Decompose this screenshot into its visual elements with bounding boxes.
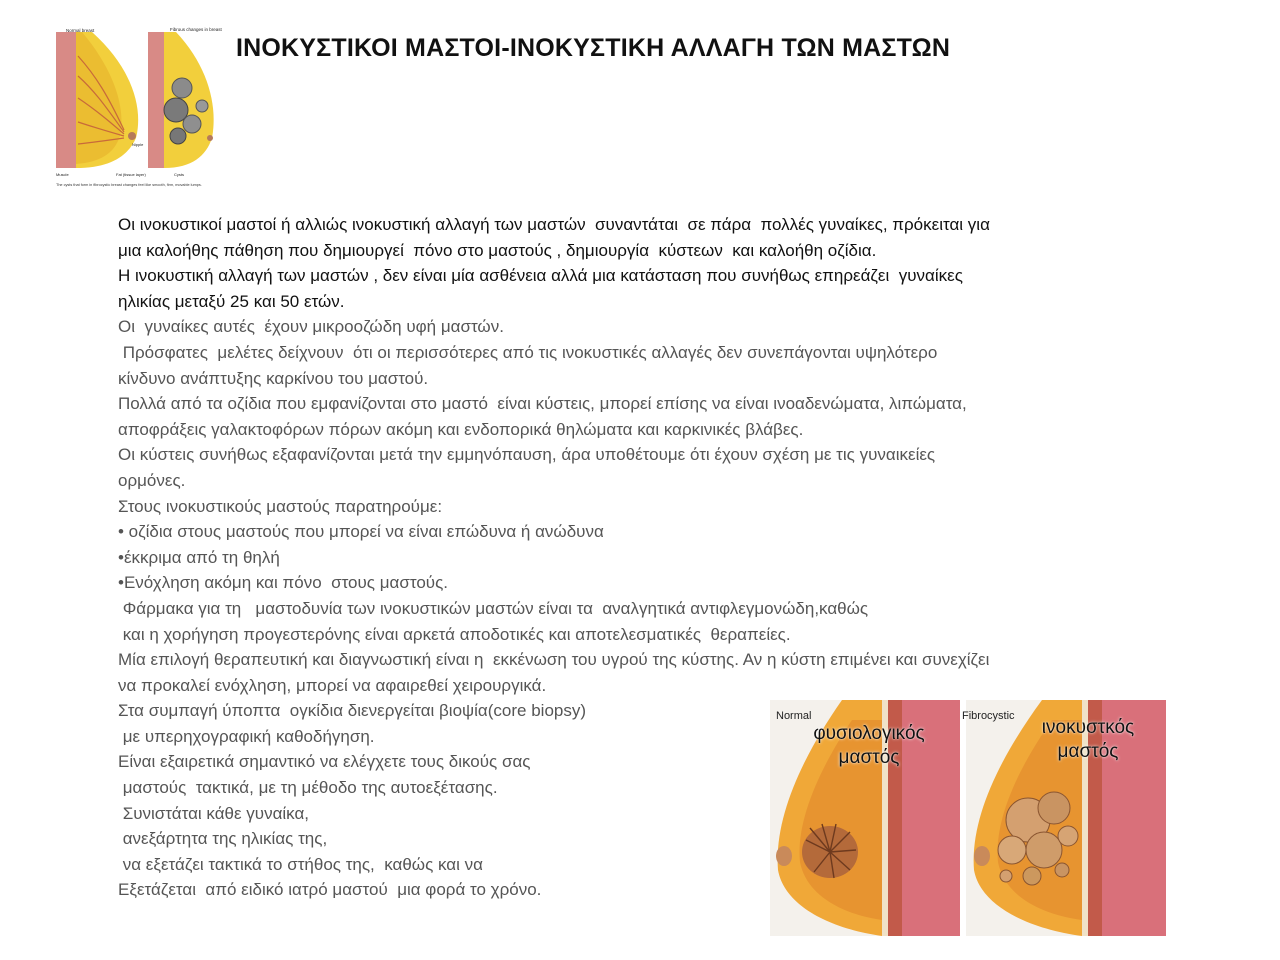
cysts-label: Cysts <box>174 172 184 177</box>
text-line: Η ινοκυστική αλλαγή των μαστών , δεν είναι μία ασθένεια αλλά μια κατάσταση που συνήθως επηρεάζει γυναίκες <box>118 266 963 286</box>
text-line: Πρόσφατες μελέτες δείχνουν ότι οι περισσότερες από τις ινοκυστικές αλλαγές δεν συνεπάγονται υψηλότερο <box>118 342 938 362</box>
text-line: Μία επιλογή θεραπευτική και διαγνωστική είναι η εκκένωση του υγρού της κύστης. Αν η κύστη επιμένει και συνεχίζει <box>118 650 990 670</box>
text-line: Οι γυναίκες αυτές έχουν μικροοζώδη υφή μαστών. <box>118 317 504 337</box>
normal-breast-label <box>798 722 940 770</box>
text-line: κίνδυνο ανάπτυξης καρκίνου του μαστού. <box>118 368 429 388</box>
text-line: μια καλοήθης πάθηση που δημιουργεί πόνο στο μαστούς , δημιουργία κύστεων και καλοήθη οζίδια. <box>118 240 877 260</box>
text-line: Οι κύστεις συνήθως εξαφανίζονται μετά την εμμηνόπαυση, άρα υποθέτουμε ότι έχουν σχέση με τις γυναικείες <box>118 445 936 465</box>
normal-label-line-2: μαστός <box>838 747 900 768</box>
fibrocystic-caption: Fibrocystic <box>962 710 1015 722</box>
fibrous-changes-label: Fibrous changes in breast <box>170 27 222 32</box>
bullet-item: •έκκριμα από τη θηλή <box>118 547 280 567</box>
text-line: ηλικίας μεταξύ 25 και 50 ετών. <box>118 291 345 311</box>
text-line: Πολλά από τα οζίδια που εμφανίζονται στο μαστό είναι κύστεις, μπορεί επίσης να είναι ινοαδενώματα, λιπώματα, <box>118 394 967 414</box>
breast-anatomy-figure <box>52 26 222 194</box>
text-line: ανεξάρτητα της ηλικίας της, <box>118 829 328 849</box>
text-line: μαστούς τακτικά, με τη μέθοδο της αυτοεξέτασης. <box>118 778 498 798</box>
fibrocystic-label-line-2: μαστός <box>1057 741 1119 762</box>
text-line: και η χορήγηση προγεστερόνης είναι αρκετά αποδοτικές και αποτελεσματικές θεραπείες. <box>118 624 791 644</box>
text-line: ορμόνες. <box>118 470 186 490</box>
breast-comparison-figure <box>770 700 1166 936</box>
text-line: Στα συμπαγή ύποπτα ογκίδια διενεργείται βιοψία(core biopsy) <box>118 701 587 721</box>
bullet-item: •Ενόχληση ακόμη και πόνο στους μαστούς. <box>118 573 448 593</box>
normal-caption: Normal <box>776 710 812 722</box>
normal-label-line-1: φυσιολογικός <box>813 723 925 744</box>
nipple-label: Nipple <box>132 142 144 147</box>
bullet-item: • οζίδια στους μαστούς που μπορεί να είναι επώδυνα ή ανώδυνα <box>118 522 604 542</box>
figure-caption: The cysts that form in fibrocystic breast changes feel like smooth, firm, movable lumps. <box>56 183 202 187</box>
slide-title: ΙΝΟΚΥΣΤΙΚΟΙ ΜΑΣΤΟΙ-ΙΝΟΚΥΣΤΙΚΗ ΑΛΛΑΓΗ ΤΩΝ ΜΑΣΤΩΝ <box>236 34 951 62</box>
text-line: Εξετάζεται από ειδικό ιατρό μαστού μια φορά το χρόνο. <box>118 880 542 900</box>
fibrocystic-label-line-1: ινοκυστκός <box>1041 717 1135 738</box>
text-line: να εξετάζει τακτικά το στήθος της, καθώς και να <box>118 854 483 874</box>
normal-breast-label: Normal breast <box>66 28 95 33</box>
text-line: να προκαλεί ενόχληση, μπορεί να αφαιρεθεί χειρουργικά. <box>118 675 547 695</box>
text-line: Είναι εξαιρετικά σημαντικό να ελέγχετε τους δικούς σας <box>118 752 531 772</box>
text-line: Συνιστάται κάθε γυναίκα, <box>118 803 310 823</box>
text-line: Στους ινοκυστικούς μαστούς παρατηρούμε: <box>118 496 443 516</box>
text-line: με υπερηχογραφική καθοδήγηση. <box>118 726 375 746</box>
text-line: Οι ινοκυστικοί μαστοί ή αλλιώς ινοκυστική αλλαγή των μαστών συναντάται σε πάρα πολλές γυναίκες, πρόκειται για <box>118 215 990 234</box>
text-line: αποφράξεις γαλακτοφόρων πόρων ακόμη και ενδοπορικά θηλώματα και καρκινικές βλάβες. <box>118 419 804 439</box>
text-line: Φάρμακα για τη μαστοδυνία των ινοκυστικών μαστών είναι τα αναλγητικά αντιφλεγμονώδη,καθώς <box>118 598 869 618</box>
fat-label: Fat (tissue layer) <box>116 172 146 177</box>
muscle-label: Muscle <box>56 172 69 177</box>
fibrocystic-breast-label <box>1026 716 1150 764</box>
